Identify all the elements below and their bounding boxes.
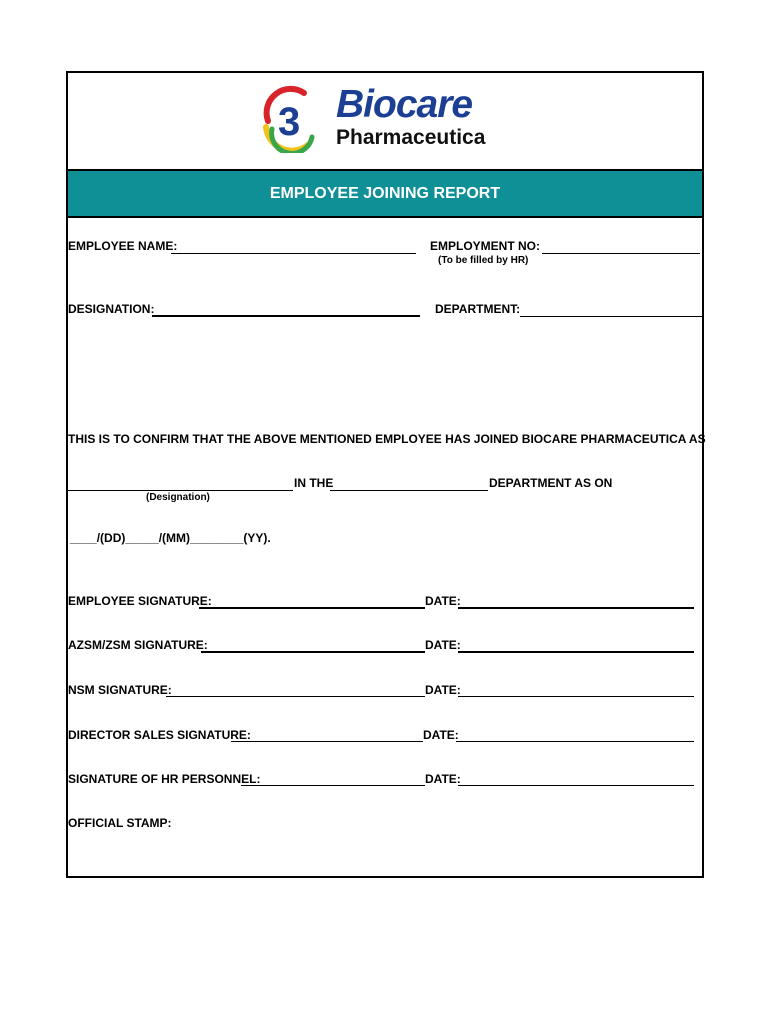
employee-signature-date-label: DATE:	[425, 594, 461, 608]
department-field[interactable]	[520, 316, 702, 317]
nsm-signature-label: NSM SIGNATURE:	[68, 683, 172, 697]
designation-note: (Designation)	[146, 492, 210, 503]
confirmation-statement: THIS IS TO CONFIRM THAT THE ABOVE MENTIONED EMPLOYEE HAS JOINED BIOCARE PHARMACEUTICA AS	[68, 432, 706, 446]
employee-signature-date-field[interactable]	[458, 607, 694, 609]
designation-label: DESIGNATION:	[68, 302, 155, 316]
logo-header	[68, 73, 702, 169]
nsm-date-label: DATE:	[425, 683, 461, 697]
joining-report-form	[66, 71, 704, 878]
employee-name-label: EMPLOYEE NAME:	[68, 239, 178, 253]
department-label: DEPARTMENT:	[435, 302, 521, 316]
employment-no-label: EMPLOYMENT NO:	[430, 239, 540, 253]
in-the-text: IN THE	[294, 476, 334, 490]
azsm-zsm-date-label: DATE:	[425, 638, 461, 652]
hr-personnel-signature-label: SIGNATURE OF HR PERSONNEL:	[68, 772, 261, 786]
employee-signature-field[interactable]	[199, 607, 425, 609]
joining-date-line[interactable]: ____/(DD)_____/(MM)________(YY).	[70, 531, 271, 545]
brand-name: Biocare	[336, 83, 473, 126]
department-as-on-text: DEPARTMENT AS ON	[489, 476, 613, 490]
nsm-signature-field[interactable]	[166, 696, 425, 697]
director-sales-signature-field[interactable]	[231, 741, 423, 742]
employee-signature-label: EMPLOYEE SIGNATURE:	[68, 594, 212, 608]
form-title: EMPLOYEE JOINING REPORT	[269, 185, 501, 202]
form-title-banner	[68, 169, 702, 218]
hr-personnel-signature-field[interactable]	[241, 785, 425, 786]
azsm-zsm-date-field[interactable]	[458, 651, 694, 653]
director-sales-date-field[interactable]	[456, 741, 694, 742]
azsm-zsm-signature-label: AZSM/ZSM SIGNATURE:	[68, 638, 208, 652]
brand-subtitle: Pharmaceutica	[336, 126, 486, 149]
joined-department-field[interactable]	[330, 490, 488, 491]
official-stamp-label: OFFICIAL STAMP:	[68, 816, 172, 830]
director-sales-signature-label: DIRECTOR SALES SIGNATURE:	[68, 728, 251, 742]
designation-field[interactable]	[152, 315, 420, 317]
joined-designation-field[interactable]	[68, 490, 293, 491]
azsm-zsm-signature-field[interactable]	[201, 651, 425, 653]
employment-no-note: (To be filled by HR)	[438, 255, 529, 266]
hr-personnel-date-field[interactable]	[458, 785, 694, 786]
nsm-date-field[interactable]	[458, 696, 694, 697]
employment-no-field[interactable]	[542, 253, 700, 254]
director-sales-date-label: DATE:	[423, 728, 459, 742]
employee-name-field[interactable]	[171, 253, 416, 254]
biocare-logo-icon	[258, 81, 322, 153]
hr-personnel-date-label: DATE:	[425, 772, 461, 786]
svg-text:3: 3	[278, 100, 301, 144]
